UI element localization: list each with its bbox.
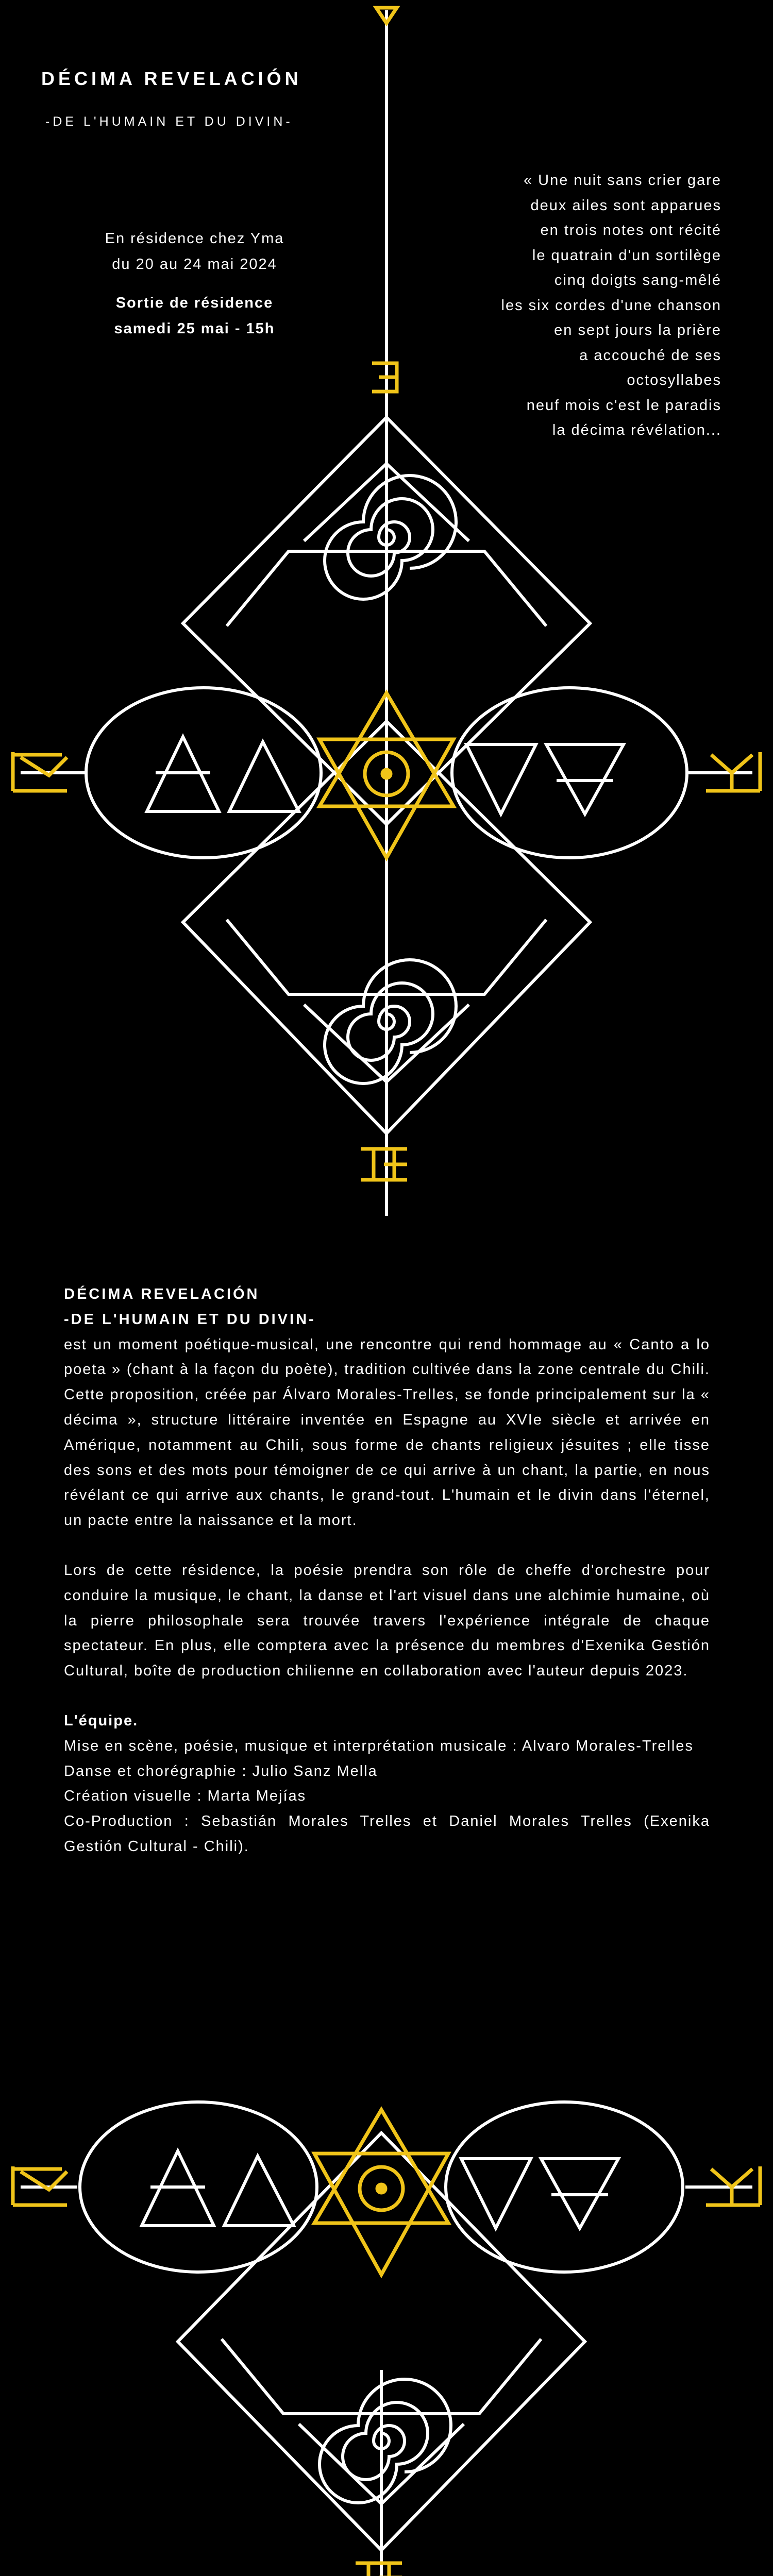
team-credit: Danse et chorégraphie : Julio Sanz Mella bbox=[64, 1762, 378, 1780]
description-paragraph: est un moment poétique-musical, une rencontre qui rend hommage au « Canto a lo poeta » (chant à la façon du poète), tradition cultivée dans la zone centrale du Chili. Cette proposition, créée par Álvaro Morales-Trelles, se fonde principalement sur la « décima », structure littéraire inventée en Espagne au XVIe siècle et arrivée en Amérique, notamment au Chili, sous forme de chants religieux jésuites ; elle tisse des sons et des mots pour témoigner de ce qui arrive à un chant, la partie, en nous révélant ce qui arrive aux chants, le grand-tout. L'humain et le divin dans l'éternel, un pacte entre la naissance et la mort. bbox=[64, 1336, 710, 1529]
description-subheading: -DE L'HUMAIN ET DU DIVIN- bbox=[64, 1311, 316, 1328]
poem-line: a accouché de ses bbox=[579, 347, 721, 364]
poem-line: « Une nuit sans crier gare bbox=[523, 172, 721, 189]
poem-line: octosyllabes bbox=[627, 372, 721, 388]
poem-line: cinq doigts sang-mêlé bbox=[554, 272, 721, 289]
team-heading: L'équipe. bbox=[64, 1712, 139, 1729]
residence-exit-date: samedi 25 mai - 15h bbox=[114, 320, 275, 337]
poem-line: en trois notes ont récité bbox=[540, 222, 721, 239]
opening-poem bbox=[402, 168, 721, 443]
poem-line: en sept jours la prière bbox=[554, 322, 721, 338]
team-credit: Co-Production : Sebastián Morales Trelles et Daniel Morales Trelles (Exenika Gestión Cultural - Chili). bbox=[64, 1813, 710, 1855]
poem-line: neuf mois c'est le paradis bbox=[526, 397, 721, 414]
description-section bbox=[64, 1282, 710, 1859]
poem-line: les six cordes d'une chanson bbox=[501, 297, 721, 314]
residence-info bbox=[77, 226, 312, 342]
alchemy-diagram-bottom bbox=[0, 2061, 773, 2576]
team-credit: Mise en scène, poésie, musique et interprétation musicale : Alvaro Morales-Trelles bbox=[64, 1737, 694, 1754]
residence-line: En résidence chez Yma bbox=[105, 230, 284, 247]
poem-line: le quatrain d'un sortilège bbox=[532, 247, 721, 264]
residence-exit-label: Sortie de résidence bbox=[115, 295, 274, 311]
poem-line: la décima révélation... bbox=[552, 422, 721, 438]
team-credit: Création visuelle : Marta Mejías bbox=[64, 1788, 307, 1805]
page-title: DÉCIMA REVELACIÓN bbox=[41, 68, 302, 89]
poem-line: deux ailes sont apparues bbox=[530, 197, 721, 214]
residence-dates: du 20 au 24 mai 2024 bbox=[112, 256, 277, 273]
description-paragraph: Lors de cette résidence, la poésie prendra son rôle de cheffe d'orchestre pour conduire la musique, le chant, la danse et l'art visuel dans une alchimie humaine, où la pierre philosophale sera trouvée travers l'expérience intégrale de chaque spectateur. En plus, elle comptera avec la présence du membres d'Exenika Gestión Cultural, boîte de production chilienne en collaboration avec l'auteur depuis 2023. bbox=[64, 1562, 710, 1680]
page-subtitle: -DE L'HUMAIN ET DU DIVIN- bbox=[45, 114, 293, 129]
description-heading: DÉCIMA REVELACIÓN bbox=[64, 1286, 260, 1302]
